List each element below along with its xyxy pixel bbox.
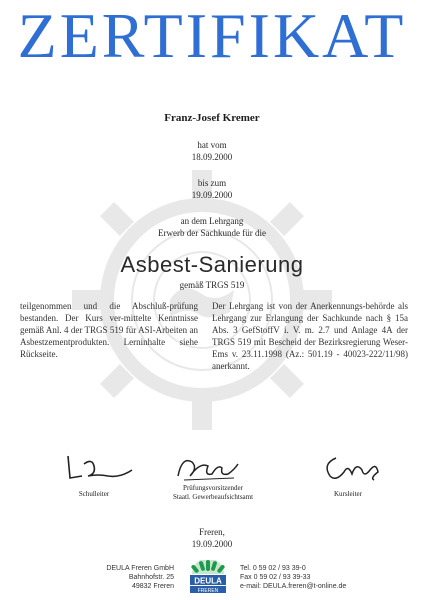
signature-label-pruefungsvorsitzender: Prüfungsvorsitzender xyxy=(183,484,243,492)
signature-middle-icon xyxy=(170,452,250,484)
from-label: hat vom xyxy=(197,140,227,150)
place-date xyxy=(0,526,424,550)
footer-contact xyxy=(240,564,380,591)
body-text-left: teilgenommen und die Abschluß-prüfung bestanden. Der Kurs ver-mittelte Kenntnisse gemäß Anl. 4 der TRGS 519 für ASI-Arbeiten an Asbestzementprodukten. Lerninhalte siehe Rückseite. xyxy=(20,301,198,359)
logo-text: DEULA xyxy=(194,576,222,586)
footer-fax: Fax 0 59 02 / 93 39-33 xyxy=(240,574,311,581)
place: Freren, xyxy=(199,527,225,537)
signature-left-icon xyxy=(60,452,150,486)
from-date: 18.09.2000 xyxy=(191,152,233,162)
footer-email: e-mail: DEULA.freren@t-online.de xyxy=(240,583,347,590)
signature-area xyxy=(0,452,424,512)
footer-address xyxy=(82,564,174,591)
signature-label-gewerbeaufsichtsamt: Staatl. Gewerbeaufsichtsamt xyxy=(172,493,254,501)
intro-line-1: an dem Lehrgang xyxy=(180,216,244,226)
to-date: 19.09.2000 xyxy=(191,190,233,200)
footer-street: Bahnhofstr. 25 xyxy=(128,574,174,581)
signature-right-icon xyxy=(320,452,390,486)
body-text-right: Der Lehrgang ist von der Anerkennungs-behörde als Lehrgang zur Erlangung der Sachkunde nach § 15a Abs. 3 GefStoffV i. V. m. 2.7 und Anlage 4A der TRGS 519 mit Bescheid der Bezirksregierung Weser-Ems v. 23.11.1998 (Az.: 501.19 - 40023-222/11/98) anerkannt. xyxy=(212,301,408,371)
intro-line-2: Erwerb der Sachkunde für die xyxy=(158,228,266,238)
course-subtitle: gemäß TRGS 519 xyxy=(179,280,245,290)
issue-date: 19.09.2000 xyxy=(191,539,233,549)
recipient-name: Franz-Josef Kremer xyxy=(164,112,260,124)
signature-label-schulleiter: Schulleiter xyxy=(78,490,110,498)
course-name: Asbest-Sanierung xyxy=(120,252,304,277)
certificate-title: ZERTIFIKAT xyxy=(17,0,407,71)
deula-logo-icon xyxy=(186,560,230,598)
signature-label-kursleiter: Kursleiter xyxy=(334,490,362,498)
footer-tel: Tel. 0 59 02 / 93 39-0 xyxy=(240,565,306,572)
to-label: bis zum xyxy=(197,178,227,188)
footer-city: 49832 Freren xyxy=(131,583,174,590)
footer-org: DEULA Freren GmbH xyxy=(106,565,174,572)
footer xyxy=(0,564,424,600)
logo-subtext: FREREN xyxy=(197,587,219,594)
